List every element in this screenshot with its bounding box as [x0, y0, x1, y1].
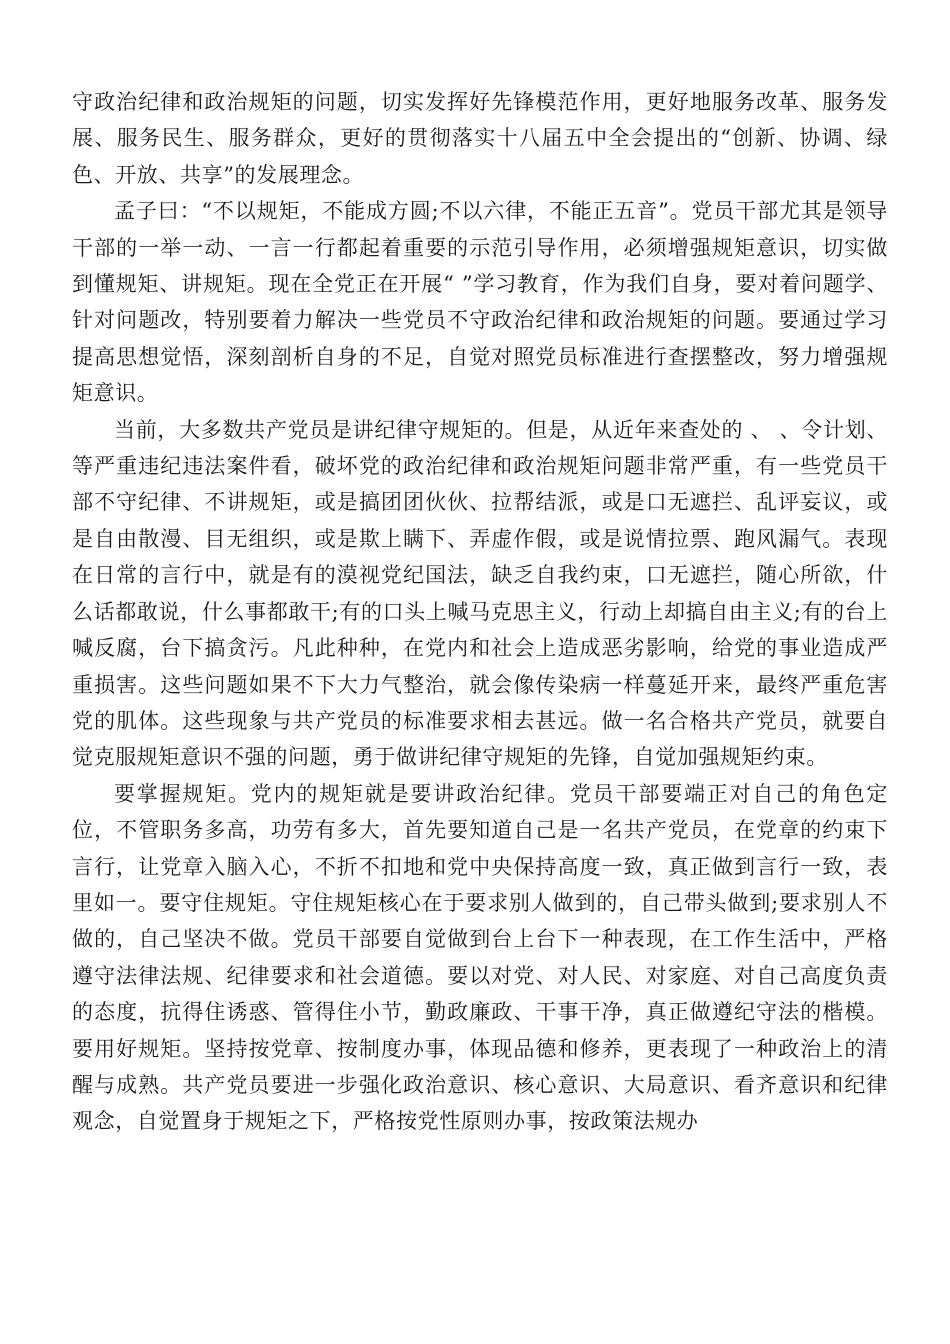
paragraph-master-rules: 要掌握规矩。党内的规矩就是要讲政治纪律。党员干部要端正对自己的角色定位，不管职务多高，功劳有多大，首先要知道自己是一名共产党员，在党章的约束下言行，让党章入脑入心，不折不扣地和党中央保持高度一致，真正做到言行一致，表里如一。要守住规矩。守住规矩核心在于要求别人做到的，自己带头做到;要求别人不做的，自己坚决不做。党员干部要自觉做到台上台下一种表现，在工作生活中，严格遵守法律法规、纪律要求和社会道德。要以对党、对人民、对家庭、对自己高度负责的态度，抗得住诱惑、管得住小节，勤政廉政、干事干净，真正做遵纪守法的楷模。要用好规矩。坚持按党章、按制度办事，体现品德和修养，更表现了一种政治上的清醒与成熟。共产党员要进一步强化政治意识、核心意识、大局意识、看齐意识和纪律观念，自觉置身于规矩之下，严格按党性原则办事，按政策法规办	[72, 781, 888, 1134]
paragraph-current-situation: 当前，大多数共产党员是讲纪律守规矩的。但是，从近年来查处的 、 、令计划、 等严重违纪违法案件看，破坏党的政治纪律和政治规矩问题非常严重，有一些党员干部不守纪律、不讲规矩，或是搞团团伙伙、拉帮结派，或是口无遮拦、乱评妄议，或是自由散漫、目无组织，或是欺上瞒下、弄虚作假，或是说情拉票、跑风漏气。表现在日常的言行中，就是有的漠视党纪国法，缺乏自我约束，口无遮拦，随心所欲，什么话都敢说，什么事都敢干;有的口头上喊马克思主义，行动上却搞自由主义;有的台上喊反腐，台下搞贪污。凡此种种，在党内和社会上造成恶劣影响，给党的事业造成严重损害。这些问题如果不下大力气整治，就会像传染病一样蔓延开来，最终严重危害党的肌体。这些现象与共产党员的标准要求相去甚远。做一名合格共产党员，就要自觉克服规矩意识不强的问题，勇于做讲纪律守规矩的先锋，自觉加强规矩约束。	[72, 417, 888, 770]
paragraph-mencius-quote: 孟子曰：“不以规矩，不能成方圆;不以六律，不能正五音”。党员干部尤其是领导干部的一举一动、一言一行都起着重要的示范引导作用，必须增强规矩意识，切实做到懂规矩、讲规矩。现在全党正在开展“ ”学习教育，作为我们自身，要对着问题学、针对问题改，特别要着力解决一些党员不守政治纪律和政治规矩的问题。要通过学习提高思想觉悟，深刻剖析自身的不足，自觉对照党员标准进行查摆整改，努力增强规矩意识。	[72, 199, 888, 406]
document-page	[72, 84, 888, 1140]
paragraph-continuation: 守政治纪律和政治规矩的问题，切实发挥好先锋模范作用，更好地服务改革、服务发展、服务民生、服务群众，更好的贯彻落实十八届五中全会提出的“创新、协调、绿色、开放、共享”的发展理念。	[72, 90, 888, 187]
